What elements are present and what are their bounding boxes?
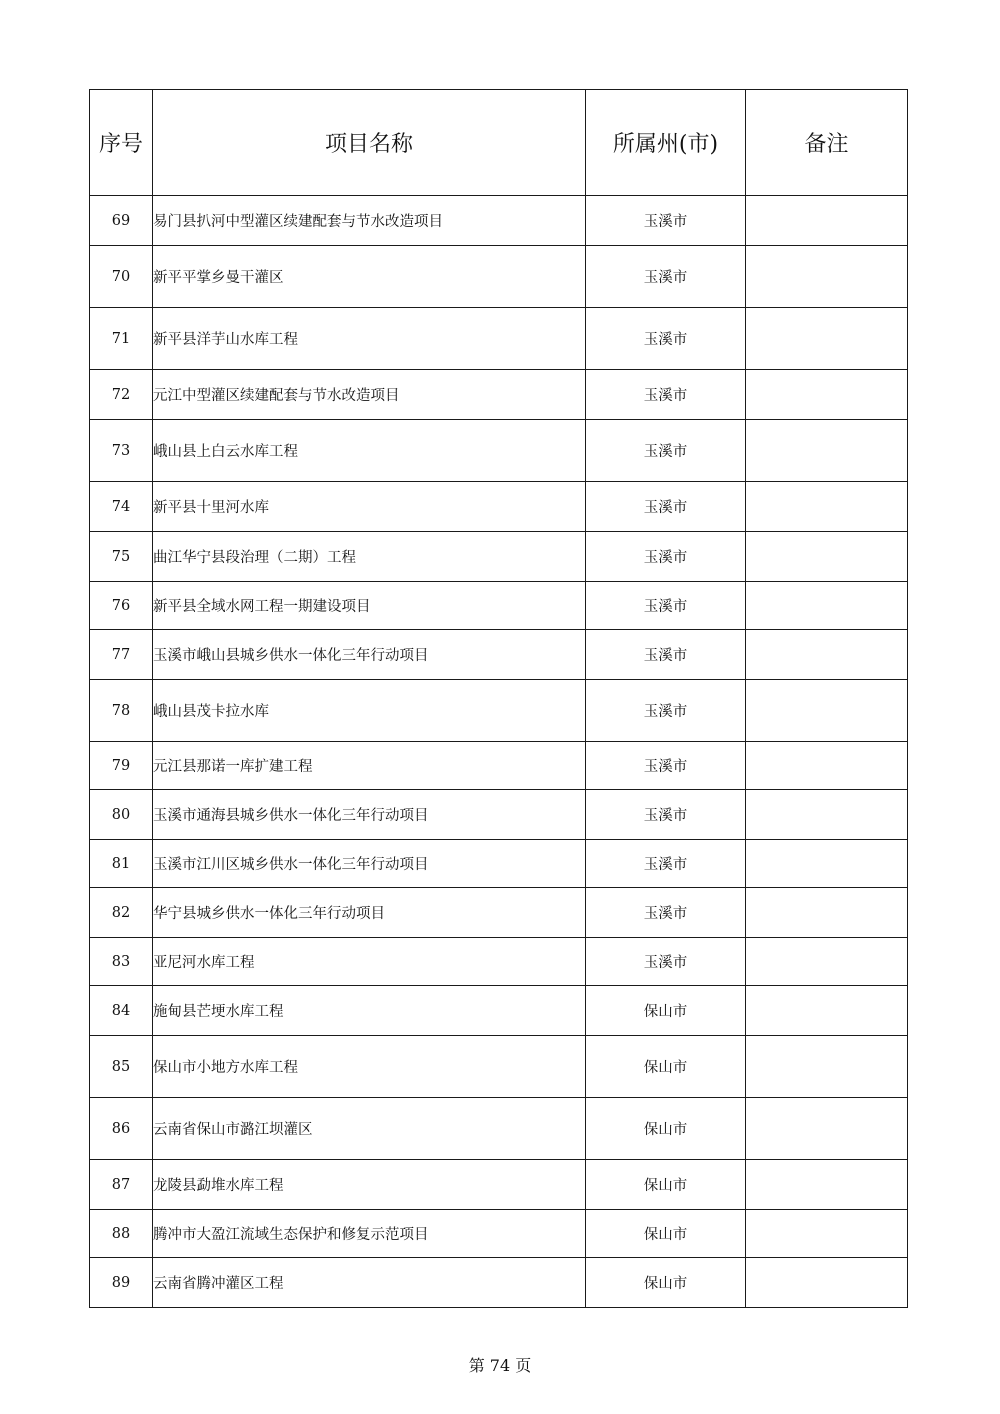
row-remarks	[746, 582, 908, 630]
row-prefecture-city: 玉溪市	[586, 308, 746, 370]
table-row	[90, 888, 908, 938]
row-project-name: 华宁县城乡供水一体化三年行动项目	[153, 888, 586, 938]
row-serial-number: 81	[90, 840, 153, 888]
table-row	[90, 742, 908, 790]
row-prefecture-city: 玉溪市	[586, 680, 746, 742]
row-prefecture-city: 玉溪市	[586, 888, 746, 938]
row-prefecture-city: 玉溪市	[586, 582, 746, 630]
row-prefecture-city: 保山市	[586, 1258, 746, 1308]
row-remarks	[746, 420, 908, 482]
page-number: 第 74 页	[468, 1356, 532, 1375]
table-row	[90, 1036, 908, 1098]
row-remarks	[746, 246, 908, 308]
table-header-row	[90, 90, 908, 196]
row-project-name: 峨山县上白云水库工程	[153, 420, 586, 482]
row-prefecture-city: 保山市	[586, 1036, 746, 1098]
row-project-name: 亚尼河水库工程	[153, 938, 586, 986]
row-project-name: 新平县全域水网工程一期建设项目	[153, 582, 586, 630]
table-row	[90, 986, 908, 1036]
table-row	[90, 790, 908, 840]
row-remarks	[746, 680, 908, 742]
table-row	[90, 1098, 908, 1160]
row-project-name: 保山市小地方水库工程	[153, 1036, 586, 1098]
row-prefecture-city: 玉溪市	[586, 246, 746, 308]
row-prefecture-city: 玉溪市	[586, 630, 746, 680]
table-row	[90, 482, 908, 532]
row-project-name: 玉溪市峨山县城乡供水一体化三年行动项目	[153, 630, 586, 680]
row-remarks	[746, 1098, 908, 1160]
header-project-name: 项目名称	[153, 90, 586, 196]
row-project-name: 腾冲市大盈江流域生态保护和修复示范项目	[153, 1210, 586, 1258]
row-remarks	[746, 196, 908, 246]
row-serial-number: 89	[90, 1258, 153, 1308]
row-project-name: 曲江华宁县段治理（二期）工程	[153, 532, 586, 582]
row-serial-number: 80	[90, 790, 153, 840]
table-row	[90, 1210, 908, 1258]
row-serial-number: 86	[90, 1098, 153, 1160]
row-project-name: 易门县扒河中型灌区续建配套与节水改造项目	[153, 196, 586, 246]
row-project-name: 新平县十里河水库	[153, 482, 586, 532]
row-project-name: 峨山县茂卡拉水库	[153, 680, 586, 742]
table-row	[90, 308, 908, 370]
table-row	[90, 840, 908, 888]
row-serial-number: 82	[90, 888, 153, 938]
row-serial-number: 70	[90, 246, 153, 308]
row-project-name: 新平平掌乡曼干灌区	[153, 246, 586, 308]
row-remarks	[746, 1258, 908, 1308]
row-project-name: 云南省腾冲灌区工程	[153, 1258, 586, 1308]
row-remarks	[746, 790, 908, 840]
row-serial-number: 73	[90, 420, 153, 482]
row-serial-number: 71	[90, 308, 153, 370]
project-table	[89, 89, 908, 1308]
row-remarks	[746, 370, 908, 420]
row-project-name: 龙陵县勐堆水库工程	[153, 1160, 586, 1210]
table-row	[90, 196, 908, 246]
row-prefecture-city: 保山市	[586, 986, 746, 1036]
row-prefecture-city: 玉溪市	[586, 482, 746, 532]
row-remarks	[746, 482, 908, 532]
row-serial-number: 75	[90, 532, 153, 582]
row-prefecture-city: 玉溪市	[586, 742, 746, 790]
row-serial-number: 79	[90, 742, 153, 790]
row-remarks	[746, 742, 908, 790]
row-project-name: 施甸县芒埂水库工程	[153, 986, 586, 1036]
row-remarks	[746, 1036, 908, 1098]
row-serial-number: 76	[90, 582, 153, 630]
row-remarks	[746, 308, 908, 370]
row-project-name: 元江县那诺一库扩建工程	[153, 742, 586, 790]
table-row	[90, 532, 908, 582]
row-project-name: 元江中型灌区续建配套与节水改造项目	[153, 370, 586, 420]
row-remarks	[746, 1210, 908, 1258]
table-row	[90, 938, 908, 986]
row-remarks	[746, 938, 908, 986]
row-serial-number: 84	[90, 986, 153, 1036]
row-remarks	[746, 986, 908, 1036]
table-row	[90, 582, 908, 630]
row-project-name: 玉溪市江川区城乡供水一体化三年行动项目	[153, 840, 586, 888]
row-prefecture-city: 玉溪市	[586, 196, 746, 246]
row-serial-number: 78	[90, 680, 153, 742]
row-serial-number: 77	[90, 630, 153, 680]
row-serial-number: 69	[90, 196, 153, 246]
row-project-name: 玉溪市通海县城乡供水一体化三年行动项目	[153, 790, 586, 840]
table-row	[90, 420, 908, 482]
row-prefecture-city: 玉溪市	[586, 790, 746, 840]
row-remarks	[746, 1160, 908, 1210]
table-row	[90, 1258, 908, 1308]
row-remarks	[746, 840, 908, 888]
header-prefecture-city: 所属州(市)	[586, 90, 746, 196]
row-prefecture-city: 保山市	[586, 1098, 746, 1160]
row-prefecture-city: 保山市	[586, 1160, 746, 1210]
row-remarks	[746, 888, 908, 938]
table-row	[90, 246, 908, 308]
row-prefecture-city: 玉溪市	[586, 938, 746, 986]
row-prefecture-city: 玉溪市	[586, 420, 746, 482]
row-serial-number: 83	[90, 938, 153, 986]
table-row	[90, 370, 908, 420]
row-project-name: 新平县洋芋山水库工程	[153, 308, 586, 370]
row-prefecture-city: 保山市	[586, 1210, 746, 1258]
table-row	[90, 1160, 908, 1210]
row-serial-number: 87	[90, 1160, 153, 1210]
row-serial-number: 74	[90, 482, 153, 532]
table-row	[90, 630, 908, 680]
row-prefecture-city: 玉溪市	[586, 840, 746, 888]
row-project-name: 云南省保山市潞江坝灌区	[153, 1098, 586, 1160]
row-remarks	[746, 532, 908, 582]
row-remarks	[746, 630, 908, 680]
row-serial-number: 72	[90, 370, 153, 420]
row-serial-number: 88	[90, 1210, 153, 1258]
header-remarks: 备注	[746, 90, 908, 196]
row-serial-number: 85	[90, 1036, 153, 1098]
row-prefecture-city: 玉溪市	[586, 370, 746, 420]
row-prefecture-city: 玉溪市	[586, 532, 746, 582]
header-serial-number: 序号	[90, 90, 153, 196]
table-body	[90, 196, 908, 1308]
table-row	[90, 680, 908, 742]
